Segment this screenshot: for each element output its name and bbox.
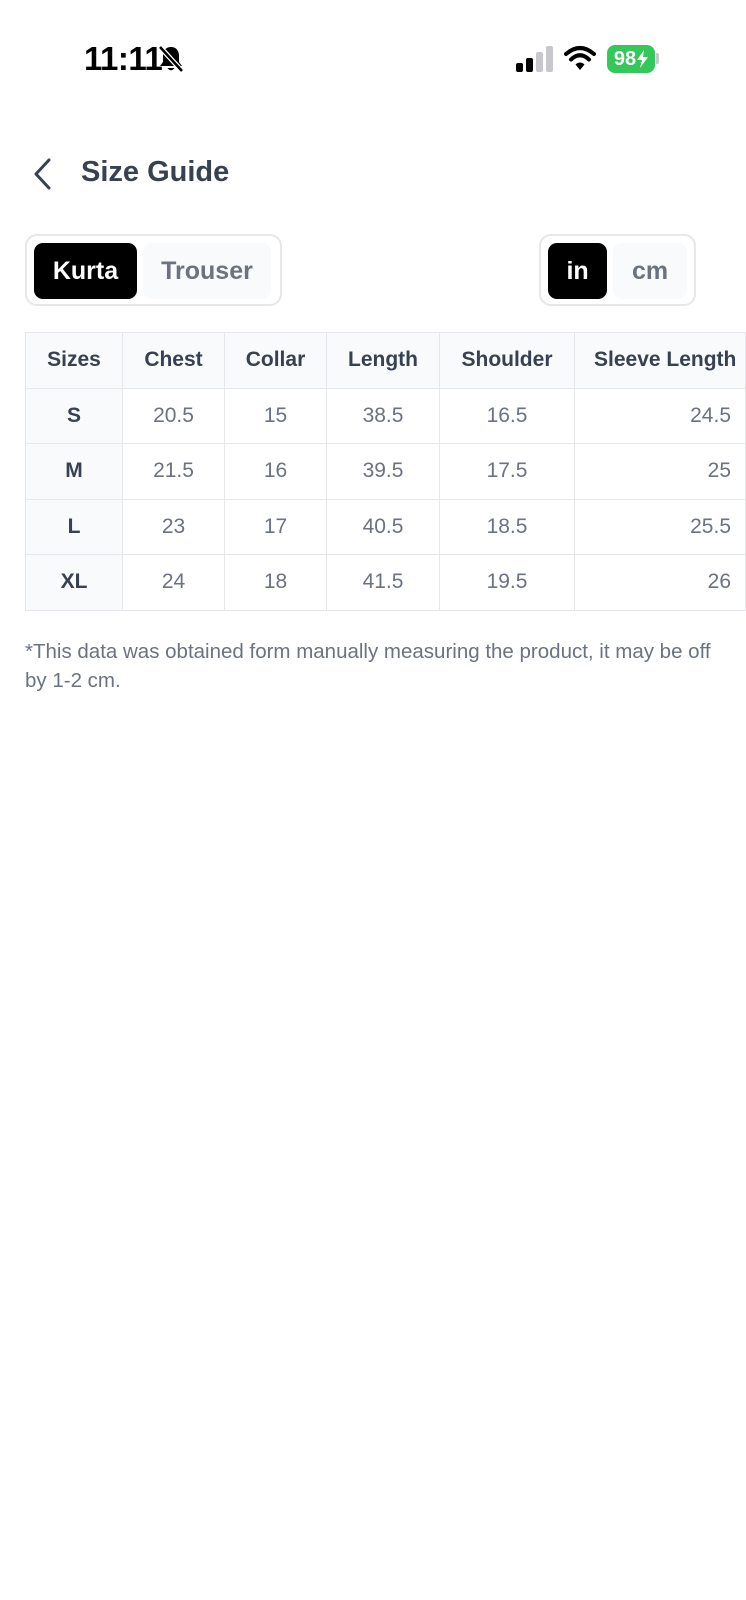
signal-icon xyxy=(515,46,553,72)
length-cell: 40.5 xyxy=(327,499,440,555)
table-row xyxy=(26,444,746,500)
page-title: Size Guide xyxy=(81,156,230,188)
size-table-scroll[interactable] xyxy=(25,332,737,612)
shoulder-cell: 16.5 xyxy=(440,388,575,444)
size-cell: M xyxy=(26,444,123,500)
column-header-sizes: Sizes xyxy=(26,333,123,389)
collar-cell: 16 xyxy=(225,444,327,500)
shoulder-cell: 19.5 xyxy=(440,555,575,611)
size-cell: L xyxy=(26,499,123,555)
collar-cell: 15 xyxy=(225,388,327,444)
chest-cell: 21.5 xyxy=(123,444,225,500)
chest-cell: 24 xyxy=(123,555,225,611)
length-cell: 39.5 xyxy=(327,444,440,500)
table-row xyxy=(26,499,746,555)
collar-cell: 17 xyxy=(225,499,327,555)
column-header-collar: Collar xyxy=(225,333,327,389)
unit-segmented-control xyxy=(539,234,696,306)
collar-cell: 18 xyxy=(225,555,327,611)
size-table xyxy=(25,332,746,611)
tab-kurta[interactable]: Kurta xyxy=(34,243,137,299)
sleeve-cell: 25.5 xyxy=(575,499,746,555)
column-header-sleeve-length: Sleeve Length xyxy=(575,333,746,389)
sleeve-cell: 24.5 xyxy=(575,388,746,444)
chevron-left-icon xyxy=(31,157,53,191)
unit-cm-button[interactable]: cm xyxy=(613,243,687,299)
battery-charging-icon xyxy=(607,45,655,73)
sleeve-cell: 25 xyxy=(575,444,746,500)
size-cell: S xyxy=(26,388,123,444)
column-header-shoulder: Shoulder xyxy=(440,333,575,389)
table-header-row xyxy=(26,333,746,389)
table-row xyxy=(26,555,746,611)
length-cell: 38.5 xyxy=(327,388,440,444)
measurement-note: *This data was obtained form manually measuring the product, it may be off by 1-2 cm. xyxy=(25,640,711,692)
sleeve-cell: 26 xyxy=(575,555,746,611)
table-row xyxy=(26,388,746,444)
bell-slash-icon xyxy=(157,44,185,74)
status-bar xyxy=(0,0,736,120)
column-header-chest: Chest xyxy=(123,333,225,389)
shoulder-cell: 17.5 xyxy=(440,444,575,500)
battery-level: 98 xyxy=(613,47,637,70)
garment-segmented-control xyxy=(25,234,282,306)
column-header-length: Length xyxy=(327,333,440,389)
size-cell: XL xyxy=(26,555,123,611)
wifi-icon xyxy=(564,44,596,72)
back-button[interactable] xyxy=(22,154,62,194)
unit-in-button[interactable]: in xyxy=(548,243,607,299)
status-time: 11:11 xyxy=(84,40,163,77)
length-cell: 41.5 xyxy=(327,555,440,611)
shoulder-cell: 18.5 xyxy=(440,499,575,555)
bolt-icon xyxy=(637,50,648,68)
chest-cell: 23 xyxy=(123,499,225,555)
battery-cap xyxy=(656,53,659,64)
header xyxy=(0,140,736,210)
tab-trouser[interactable]: Trouser xyxy=(143,243,271,299)
chest-cell: 20.5 xyxy=(123,388,225,444)
